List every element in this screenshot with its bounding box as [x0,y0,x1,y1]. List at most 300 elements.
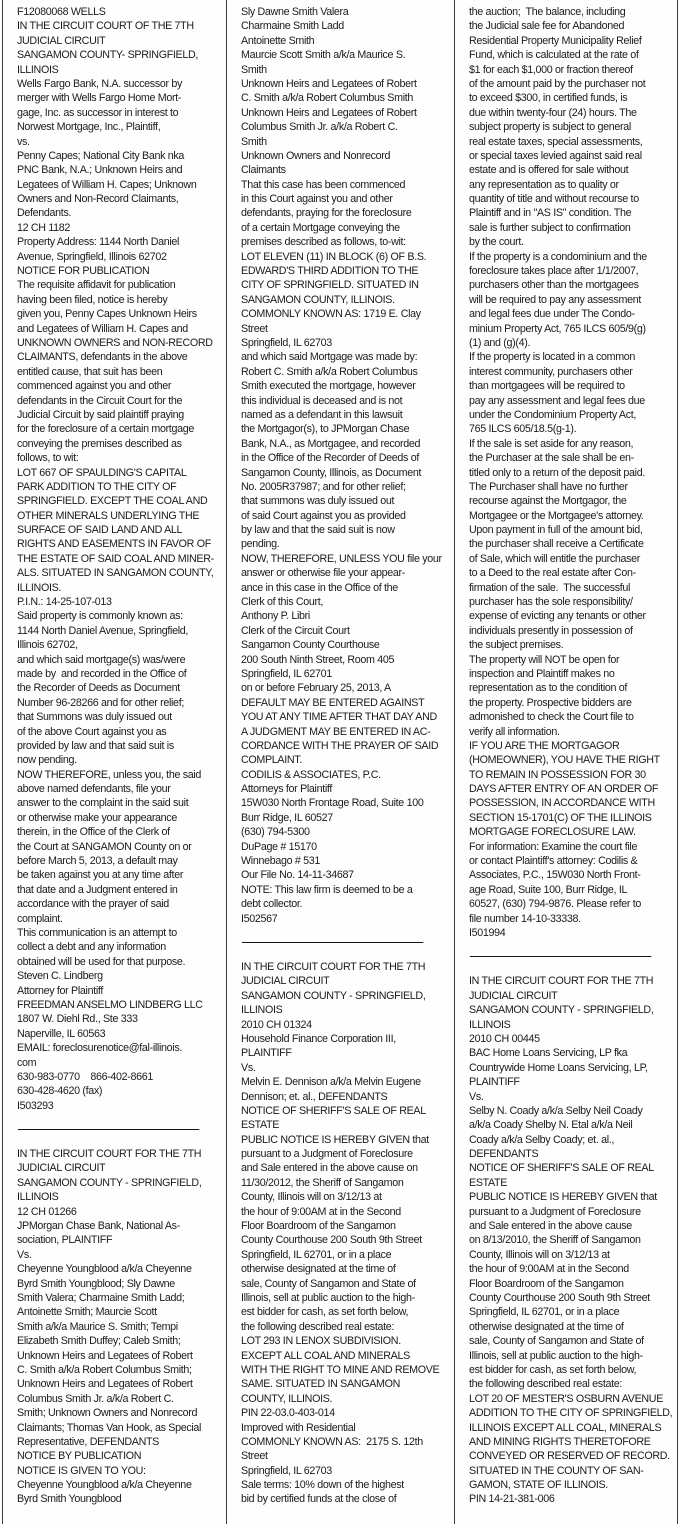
notice-line: DEFENDANTS [469,1148,539,1161]
notice-line: COUNTY, ILLINOIS. [241,1392,333,1405]
notice-line: The property will NOT be open for [469,653,620,666]
notice-line: and which said mortgage(s) was/were [17,653,186,666]
notice-line: Cheyenne Youngblood a/k/a Cheyenne [17,1479,192,1492]
notice-line: Bank, N.A., as Mortgagee, and recorded [241,437,421,450]
notice-line: NOW THEREFORE, unless you, the said [17,768,202,781]
notice-line: EXCEPT ALL COAL AND MINERALS [241,1349,410,1362]
notice-line: The requisite affidavit for publication [17,279,176,292]
notice-line: EMAIL: foreclosurenotice@fal-illinois. [17,1042,182,1055]
notice-line: verify all information. [469,725,560,738]
notice-line: that Summons was duly issued out [17,711,172,724]
notice-line: Our File No. 14-11-34687 [241,869,354,882]
notice-line: under the Condominium Property Act, [469,408,637,421]
notice-line: any representation as to quality or [469,178,619,191]
notice-line: IN THE CIRCUIT COURT FOR THE 7TH [17,1148,202,1161]
notice-line: County, Illinois will on 3/12/13 at [241,1191,382,1204]
notice-line: I503293 [17,1099,54,1112]
notice-line: NOTICE OF SHERIFF'S SALE OF REAL [469,1162,654,1175]
notice-line: pay any assessment and legal fees due [469,394,645,407]
notice-line: MORTGAGE FORECLOSURE LAW. [469,826,636,839]
legal-notice-block [17,1147,226,1507]
notice-line: County Courthouse 200 South 9th Street [241,1234,422,1247]
notice-line: quantity of title and without recourse to [469,193,639,206]
notice-line: therein, in the Office of the Clerk of [17,826,170,839]
notice-line: NOW, THEREFORE, UNLESS YOU file your [241,552,442,565]
notice-columns [2,0,678,1524]
notice-line: vs. [17,135,30,148]
notice-line: SANGAMON COUNTY - SPRINGFIELD, [241,989,426,1002]
notice-line: ILLINOIS. [17,581,62,594]
notice-line: TO REMAIN IN POSSESSION FOR 30 [469,768,646,781]
notice-line: Unknown Owners and Nonrecord [241,149,391,162]
notice-line: sale, County of Sangamon and State of [469,1335,644,1348]
notice-line: C. Smith a/k/a Robert Columbus Smith [241,92,414,105]
notice-line: This communication is an attempt to [17,927,177,939]
notice-line: That this case has been commenced [241,178,406,191]
notice-line: Antoinette Smith; Maurcie Scott [17,1306,157,1319]
notice-line: GAMON, STATE OF ILLINOIS. [469,1479,608,1492]
notice-line: EDWARD'S THIRD ADDITION TO THE [241,265,419,278]
notice-line: in this Court against you and other [241,193,393,206]
notice-line: POSSESSION, IN ACCORDANCE WITH [469,797,655,810]
notice-line: answer or otherwise file your appear- [241,567,405,580]
notice-line: 12 CH 1182 [17,221,71,234]
notice-line: Springfield, IL 62703 [241,1464,332,1477]
notice-line: DuPage # 15170 [241,840,317,853]
notice-line: FREEDMAN ANSELMO LINDBERG LLC [17,998,203,1011]
notice-line: Unknown Heirs and Legatees of Robert [241,77,417,90]
notice-line: the purchaser shall receive a Certificate [469,538,644,551]
notice-line: Vs. [17,1248,32,1261]
notice-line: Legatees of William H. Capes; Unknown [17,178,197,191]
notice-line: the Judicial sale fee for Abandoned [469,20,625,33]
notice-line: Countrywide Home Loans Servicing, LP, [469,1061,648,1074]
notice-column-3-content [469,5,675,1507]
notice-line: purchasers other than the mortgagees [469,279,639,292]
notice-line: IN THE CIRCUIT COURT FOR THE 7TH [241,961,426,973]
notice-line: A JUDGMENT MAY BE ENTERED IN AC- [241,725,431,738]
notice-line: Said property is commonly known as: [17,610,183,623]
notice-line: If the sale is set aside for any reason, [469,437,634,450]
notice-line: Defendants. [17,207,72,220]
notice-line: by law and that the said suit is now [241,524,395,537]
legal-notice-block [241,960,450,1507]
notice-line: RIGHTS AND EASEMENTS IN FAVOR OF [17,538,211,551]
notice-line: recourse against the Mortgagor, the [469,495,627,508]
notice-line: JUDICIAL CIRCUIT [469,989,558,1002]
notice-line: and legal fees due under The Condo- [469,308,635,321]
notice-line: Upon payment in full of the amount bid, [469,524,643,537]
notice-line: F12080068 WELLS [17,6,106,18]
notice-line: answer to the complaint in the said suit [17,797,189,810]
notice-line: before March 5, 2013, a default may [17,855,178,868]
notice-line: 15W030 North Frontage Road, Suite 100 [241,797,424,810]
notice-line: or special taxes levied against said real [469,149,642,162]
notice-line: IN THE CIRCUIT COURT FOR THE 7TH [469,975,654,988]
notice-line: the following described real estate: [241,1320,395,1333]
notice-line: PUBLIC NOTICE IS HEREBY GIVEN that [241,1133,429,1146]
notice-line: Winnebago # 531 [241,855,321,868]
notice-line: Springfield, IL 62701, or in a place [241,1248,392,1261]
notice-line: defendants, praying for the foreclosure [241,207,412,220]
notice-line: and which said Mortgage was made by: [241,351,418,364]
notice-column-1-content [17,5,226,1507]
notice-line: Burr Ridge, IL 60527 [241,811,333,824]
notice-line: DEFAULT MAY BE ENTERED AGAINST [241,696,425,709]
notice-line: or contact Plaintiff's attorney: Codilis & [469,855,638,868]
notice-line: Street [241,1450,268,1463]
legal-notice-block [469,974,675,1506]
notice-line: JUDICIAL CIRCUIT [17,1162,106,1175]
notice-line: P.I.N.: 14-25-107-013 [17,596,112,609]
notice-line: foreclosure takes place after 1/1/2007, [469,265,639,278]
notice-line: JUDICIAL CIRCUIT [241,975,330,988]
notice-line: PARK ADDITION TO THE CITY OF [17,480,177,493]
notice-line: OTHER MINERALS UNDERLYING THE [17,509,200,522]
notice-line: SANGAMON COUNTY - SPRINGFIELD, [17,1176,202,1189]
notice-line: LOT 20 OF MESTER'S OSBURN AVENUE [469,1392,664,1405]
notice-line: (630) 794-5300 [241,826,310,839]
notice-line: for the foreclosure of a certain mortgage [17,423,194,436]
notice-line: BAC Home Loans Servicing, LP fka [469,1047,628,1060]
notice-line: 60527, (630) 794-9876. Please refer to [469,898,642,911]
notice-line: pending. [241,538,280,551]
notice-line: No. 2005R37987; and for other relief; [241,480,406,493]
notice-line: of Sale, which will entitle the purchaser [469,552,641,565]
legal-notice-block [241,5,450,926]
notice-line: PIN 14-21-381-006 [469,1493,555,1506]
notice-divider [470,956,651,957]
notice-line: SURFACE OF SAID LAND AND ALL [17,524,183,537]
notice-line: Dennison; et. al., DEFENDANTS [241,1090,388,1103]
notice-line: Springfield, IL 62703 [241,336,332,349]
notice-line: the Purchaser at the sale shall be en- [469,452,634,465]
notice-line: ALS. SITUATED IN SANGAMON COUNTY, [17,567,214,580]
notice-line: COMMONLY KNOWN AS: 2175 S. 12th [241,1435,423,1448]
notice-line: the following described real estate: [469,1378,623,1391]
notice-line: to a Deed to the real estate after Con- [469,567,636,580]
notice-line: ESTATE [241,1119,280,1132]
notice-line: Claimants [241,164,286,177]
notice-line: Unknown Heirs and Legatees of Robert [17,1349,193,1362]
legal-notice-block [469,5,675,940]
notice-line: Robert C. Smith a/k/a Robert Columbus [241,365,418,378]
notice-line: expense of evicting any tenants or other [469,610,646,623]
notice-line: LOT 293 IN LENOX SUBDIVISION. [241,1335,401,1348]
notice-line: Selby N. Coady a/k/a Selby Neil Coady [469,1104,643,1117]
notice-line: made by and recorded in the Office of [17,667,187,680]
notice-line: NOTE: This law firm is deemed to be a [241,883,413,896]
notice-line: of the above Court against you as [17,725,167,738]
notice-line: titled only to a return of the deposit paid. [469,466,646,479]
notice-line: Illinois, sell at public auction to the high- [241,1291,415,1304]
notice-line: I502567 [241,912,278,925]
notice-line: Columbus Smith Jr. a/k/a Robert C. [17,1392,174,1405]
notice-line: interest community, purchasers other [469,365,633,378]
notice-line: Smith Valera; Charmaine Smith Ladd; [17,1291,185,1304]
notice-line: 630-428-4620 (fax) [17,1085,103,1098]
notice-line: given you, Penny Capes Unknown Heirs [17,308,197,321]
notice-line: Residential Property Municipality Relief [469,34,642,47]
notice-line: CLAIMANTS, defendants in the above [17,351,188,364]
notice-line: ILLINOIS [17,1191,59,1204]
notice-line: IF YOU ARE THE MORTGAGOR [469,739,620,752]
notice-line: I501994 [469,927,506,939]
notice-line: Household Finance Corporation III, [241,1032,396,1045]
notice-line: age Road, Suite 100, Burr Ridge, IL [469,883,628,896]
notice-line: and Sale entered in the above cause [469,1220,632,1233]
notice-line: having been filed, notice is hereby [17,293,168,306]
notice-line: Sangamon County Courthouse [241,639,380,652]
notice-line: NOTICE OF SHERIFF'S SALE OF REAL [241,1104,426,1117]
notice-line: CONVEYED OR RESERVED OF RECORD. [469,1450,670,1463]
notice-line: 2010 CH 01324 [241,1018,312,1031]
notice-line: PNC Bank, N.A.; Unknown Heirs and [17,164,183,177]
notice-line: Naperville, IL 60563 [17,1027,106,1040]
notice-line: WITH THE RIGHT TO MINE AND REMOVE [241,1363,440,1376]
notice-line: the Recorder of Deeds as Document [17,682,180,695]
notice-line: purchaser has the sole responsibility/ [469,596,633,609]
notice-line: LOT ELEVEN (11) IN BLOCK (6) OF B.S. [241,250,427,263]
notice-line: and Legatees of William H. Capes and [17,322,188,335]
notice-line: that summons was duly issued out [241,495,395,508]
notice-line: now pending. [17,754,77,767]
notice-line: obtained will be used for that purpose. [17,955,186,968]
notice-line: COMPLAINT. [241,754,302,767]
notice-line: pursuant to a Judgment of Foreclosure [469,1205,641,1218]
notice-line: Columbus Smith Jr. a/k/a Robert C. [241,121,398,134]
notice-line: Floor Boardroom of the Sangamon [241,1220,396,1233]
legal-notice-block [17,5,226,1113]
notice-line: defendants in the Circuit Court for the [17,394,183,407]
notice-line: Fund, which is calculated at the rate of [469,49,639,62]
notice-line: Property Address: 1144 North Daniel [17,236,180,249]
notice-line: in the Office of the Recorder of Deeds of [241,452,419,465]
notice-line: the auction; The balance, including [469,6,626,18]
notice-line: Number 96-28266 and for other relief; [17,696,184,709]
notice-line: of the amount paid by the purchaser not [469,77,646,90]
notice-line: PUBLIC NOTICE IS HEREBY GIVEN that [469,1191,657,1204]
notice-line: Smith [241,135,267,148]
notice-line: Vs. [469,1090,484,1103]
notice-line: Owners and Non-Record Claimants, [17,193,179,206]
notice-line: named as a defendant in this lawsuit [241,408,403,421]
notice-line: The Purchaser shall have no further [469,480,628,493]
notice-line: complaint. [17,912,63,925]
notice-line: For information: Examine the court file [469,840,638,853]
notice-line: on 8/13/2010, the Sheriff of Sangamon [469,1234,641,1247]
notice-line: Maurcie Scott Smith a/k/a Maurice S. [241,49,406,62]
notice-line: Elizabeth Smith Duffey; Caleb Smith; [17,1335,181,1348]
notice-column-2-content [241,5,450,1507]
notice-line: SPRINGFIELD. EXCEPT THE COAL AND [17,495,208,508]
notice-line: Byrd Smith Youngblood [17,1493,122,1506]
notice-line: $1 for each $1,000 or fraction thereof [469,63,633,76]
notice-line: Sly Dawne Smith Valera [241,6,349,18]
notice-line: SITUATED IN THE COUNTY OF SAN- [469,1464,644,1477]
notice-line: the Court at SANGAMON County on or [17,840,192,853]
notice-line: CITY OF SPRINGFIELD. SITUATED IN [241,279,419,292]
notice-line: 11/30/2012, the Sheriff of Sangamon [241,1176,404,1189]
notice-line: 1807 W. Diehl Rd., Ste 333 [17,1013,138,1026]
notice-line: NOTICE FOR PUBLICATION [17,265,150,278]
notice-line: Floor Boardroom of the Sangamon [469,1277,624,1290]
notice-line: Illinois 62702, [17,639,78,652]
notice-line: County Courthouse 200 South 9th Street [469,1291,650,1304]
notice-divider [242,942,423,943]
notice-line: Melvin E. Dennison a/k/a Melvin Eugene [241,1076,421,1089]
notice-line: the hour of 9:00AM at in the Second [469,1263,629,1276]
notice-line: subject property is subject to general [469,121,631,134]
notice-line: or otherwise make your appearance [17,811,177,824]
notice-line: ILLINOIS [241,1004,283,1017]
notice-line: C. Smith a/k/a Robert Columbus Smith; [17,1363,192,1376]
notice-line: real estate taxes, special assessments, [469,135,643,148]
notice-line: representation as to the condition of [469,682,628,695]
notice-line: conveying the premises described as [17,437,182,450]
notice-line: 2010 CH 00445 [469,1032,540,1045]
notice-line: Attorneys for Plaintiff [241,783,333,796]
notice-line: est bidder for cash, as set forth below, [469,1363,637,1376]
notice-line: Smith executed the mortgage, however [241,380,416,393]
notice-line: by the court. [469,236,524,249]
notice-line: Clerk of this Court, [241,596,324,609]
notice-line: Mortgagee or the Mortgagee's attorney. [469,509,644,522]
notice-line: debt collector. [241,898,303,911]
notice-line: that date and a Judgment entered in [17,883,178,896]
notice-line: (HOMEOWNER), YOU HAVE THE RIGHT [469,754,660,767]
notice-line: of a certain Mortgage conveying the [241,221,400,234]
notice-line: ILLINOIS EXCEPT ALL COAL, MINERALS [469,1421,662,1434]
notice-line: collect a debt and any information [17,941,166,954]
notice-line: SANGAMON COUNTY- SPRINGFIELD, [17,49,199,62]
notice-line: sociation, PLAINTIFF [17,1234,113,1247]
notice-line: gage, Inc. as successor in interest to [17,106,179,119]
notice-line: Norwest Mortgage, Inc., Plaintiff, [17,121,161,134]
notice-line: 1144 North Daniel Avenue, Springfield, [17,624,189,637]
notice-line: UNKNOWN OWNERS and NON-RECORD [17,336,213,349]
notice-line: pursuant to a Judgment of Foreclosure [241,1148,413,1161]
notice-line: Street [241,322,268,335]
notice-line: the Mortgagor(s), to JPMorgan Chase [241,423,410,436]
notice-line: minium Property Act, 765 ILCS 605/9(g) [469,322,646,335]
notice-line: to exceed $300, in certified funds, is [469,92,628,105]
notice-line: DAYS AFTER ENTRY OF AN ORDER OF [469,783,659,796]
notice-line: Unknown Heirs and Legatees of Robert [17,1378,193,1391]
notice-line: PLAINTIFF [469,1076,520,1089]
notice-line: SECTION 15-1701(C) OF THE ILLINOIS [469,811,652,824]
notice-line: LOT 667 OF SPAULDING'S CAPITAL [17,466,187,479]
notice-column-3 [454,0,675,1524]
notice-line: Byrd Smith Youngblood; Sly Dawne [17,1277,175,1290]
notice-column-1 [2,0,226,1524]
notice-line: (1) and (g)(4). [469,336,531,349]
notice-line: entitled cause, that suit has been [17,365,163,378]
notice-line: admonished to check the Court file to [469,711,634,724]
notice-line: Illinois, sell at public auction to the high- [469,1349,643,1362]
notice-line: NOTICE IS GIVEN TO YOU: [17,1464,146,1477]
notice-line: JUDICIAL CIRCUIT [17,34,106,47]
notice-line: Unknown Heirs and Legatees of Robert [241,106,417,119]
notice-line: County, Illinois will on 3/12/13 at [469,1248,610,1261]
notice-line: Smith [241,63,267,76]
notice-line: above named defendants, file your [17,783,171,796]
notice-line: NOTICE BY PUBLICATION [17,1450,142,1463]
notice-line: provided by law and that said suit is [17,739,174,752]
notice-line: If the property is a condominium and the [469,250,647,263]
notice-line: on or before February 25, 2013, A [241,682,391,695]
notice-line: AND MINING RIGHTS THERETOFORE [469,1435,651,1448]
notice-line: file number 14-10-33338. [469,912,581,925]
notice-line: SAME. SITUATED IN SANGAMON [241,1378,401,1391]
notice-line: Cheyenne Youngblood a/k/a Cheyenne [17,1263,192,1276]
notice-line: Plaintiff and in "AS IS" condition. The [469,207,632,220]
notice-line: est bidder for cash, as set forth below, [241,1306,409,1319]
notice-line: THE ESTATE OF SAID COAL AND MINER- [17,552,214,565]
notice-line: and Sale entered in the above cause on [241,1162,418,1175]
notice-line: Springfield, IL 62701 [241,667,332,680]
notice-line: follows, to wit: [17,452,79,465]
notice-line: merger with Wells Fargo Home Mort- [17,92,182,105]
notice-line: bid by certified funds at the close of [241,1493,397,1506]
notice-line: Smith; Unknown Owners and Nonrecord [17,1407,198,1420]
notice-line: Anthony P. Libri [241,610,310,623]
notice-line: ILLINOIS [469,1018,511,1031]
notice-line: Improved with Residential [241,1421,356,1434]
notice-line: individuals presently in possession of [469,624,633,637]
notice-line: sale, County of Sangamon and State of [241,1277,416,1290]
notice-line: this individual is deceased and is not [241,394,403,407]
notice-line: SANGAMON COUNTY - SPRINGFIELD, [469,1004,654,1017]
notice-line: Claimants; Thomas Van Hook, as Special [17,1421,202,1434]
notice-line: ADDITION TO THE CITY OF SPRINGFIELD, [469,1407,673,1420]
notice-line: Representative, DEFENDANTS [17,1435,159,1448]
notice-line: of said Court against you as provided [241,509,406,522]
notice-line: ILLINOIS [17,63,59,76]
notice-line: COMMONLY KNOWN AS: 1719 E. Clay [241,308,421,321]
notice-line: the property. Prospective bidders are [469,696,632,709]
notice-line: will be required to pay any assessment [469,293,642,306]
notice-line: estate and is offered for sale without [469,164,629,177]
notice-line: 765 ILCS 605/18.5(g-1). [469,423,577,436]
notice-divider [18,1129,199,1130]
notice-line: ESTATE [469,1176,508,1189]
notice-line: be taken against you at any time after [17,869,184,882]
notice-line: 200 South Ninth Street, Room 405 [241,653,395,666]
notice-line: commenced against you and other [17,380,172,393]
notice-line: sale is further subject to confirmation [469,221,631,234]
notice-line: JPMorgan Chase Bank, National As- [17,1220,180,1233]
notice-line: Clerk of the Circuit Court [241,624,350,637]
notice-line: Steven C. Lindberg [17,970,103,983]
notice-line: Avenue, Springfield, Illinois 62702 [17,250,167,263]
notice-line: Sale terms: 10% down of the highest [241,1479,404,1492]
notice-column-2 [226,0,454,1524]
notice-line: SANGAMON COUNTY, ILLINOIS. [241,293,395,306]
notice-line: Judicial Circuit by said plaintiff praying [17,408,184,421]
notice-line: a/k/a Coady Shelby N. Etal a/k/a Neil [469,1119,633,1132]
notice-line: inspection and Plaintiff makes no [469,667,615,680]
notice-line: Associates, P.C., 15W030 North Front- [469,869,641,882]
notice-line: than mortgagees will be required to [469,380,625,393]
notice-line: Charmaine Smith Ladd [241,20,344,33]
notice-line: Wells Fargo Bank, N.A. successor by [17,77,183,90]
notice-line: Penny Capes; National City Bank nka [17,149,185,162]
notice-line: Sangamon County, Illinois, as Document [241,466,422,479]
notice-line: YOU AT ANY TIME AFTER THAT DAY AND [241,711,437,724]
notice-line: premises described as follows, to-wit: [241,236,406,249]
notice-line: due within twenty-four (24) hours. The [469,106,637,119]
